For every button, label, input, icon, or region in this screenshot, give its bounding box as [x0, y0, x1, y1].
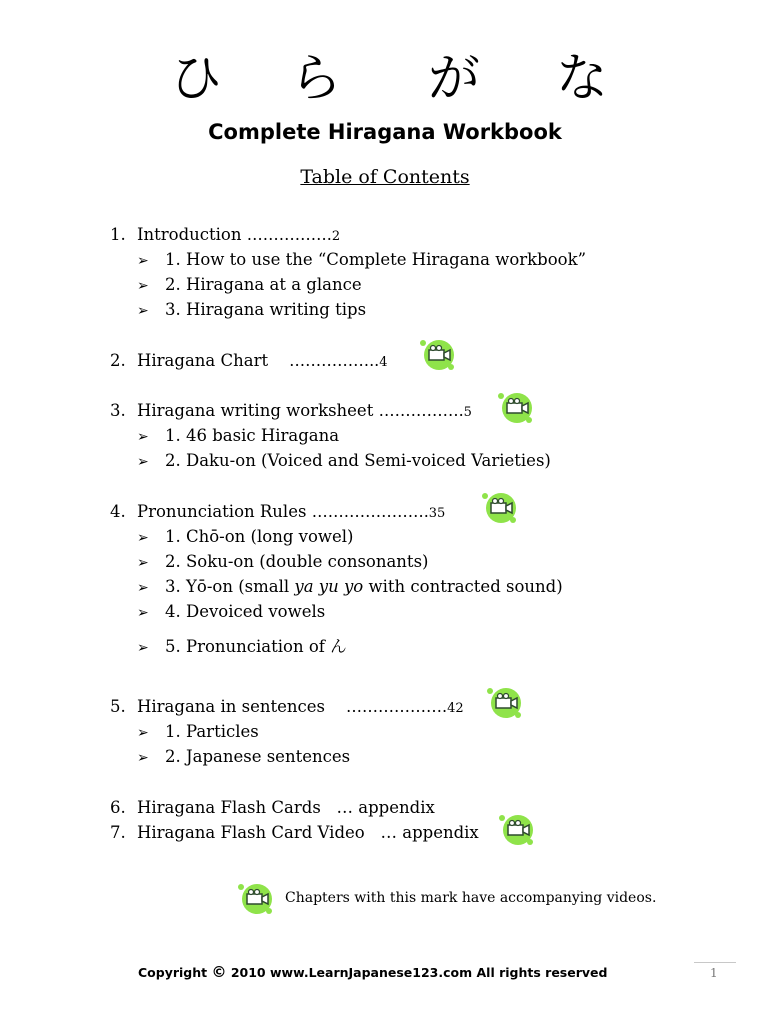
- toc-number: 5.: [110, 697, 126, 716]
- toc-label: Hiragana in sentences ……………….42: [137, 697, 464, 716]
- toc-number: 4.: [110, 502, 126, 521]
- kana-ga: が: [428, 49, 481, 109]
- video-camera-legend-icon: [236, 882, 276, 916]
- toc-page: 42: [447, 701, 464, 716]
- video-camera-icon[interactable]: [485, 686, 525, 720]
- toc-sub-item[interactable]: ➢ 2. Soku-on (double consonants): [137, 551, 428, 574]
- arrow-bullet-icon: ➢: [137, 454, 149, 470]
- toc-label: Hiragana Chart ……………..4: [137, 351, 388, 370]
- arrow-bullet-icon: ➢: [137, 605, 149, 621]
- arrow-bullet-icon: ➢: [137, 750, 149, 766]
- toc-label: Hiragana writing worksheet …………….5: [137, 401, 472, 420]
- video-camera-icon[interactable]: [418, 338, 458, 372]
- toc-number: 2.: [110, 351, 126, 370]
- toc-label: Pronunciation Rules ………………….35: [137, 502, 446, 521]
- toc-sub-item[interactable]: ➢ 3. Yō-on (small ya yu yo with contracted sound): [137, 576, 563, 599]
- toc-page: 2: [331, 229, 341, 244]
- toc-label: Hiragana Flash Cards … appendix: [137, 798, 435, 817]
- arrow-bullet-icon: ➢: [137, 555, 149, 571]
- toc-label: Introduction …………….2: [137, 225, 341, 244]
- toc-sub-item[interactable]: ➢ 4. Devoiced vowels: [137, 601, 325, 624]
- page-number-rule: [694, 962, 736, 963]
- toc-page: 4: [379, 355, 388, 370]
- copyright-symbol: ©: [211, 963, 227, 981]
- toc-number: 7.: [110, 823, 126, 842]
- kana-hi: ひ: [170, 49, 223, 109]
- arrow-bullet-icon: ➢: [137, 253, 149, 269]
- toc-sub-item[interactable]: ➢ 2. Japanese sentences: [137, 746, 350, 769]
- toc-number: 1.: [110, 225, 126, 244]
- video-camera-icon[interactable]: [497, 813, 537, 847]
- arrow-bullet-icon: ➢: [137, 580, 149, 596]
- toc-sub-item[interactable]: ➢ 1. Particles: [137, 721, 259, 744]
- toc-sub-item[interactable]: ➢ 1. How to use the “Complete Hiragana workbook”: [137, 249, 586, 272]
- arrow-bullet-icon: ➢: [137, 278, 149, 294]
- page-title: Complete Hiragana Workbook: [208, 120, 562, 144]
- arrow-bullet-icon: ➢: [137, 429, 149, 445]
- legend-text: Chapters with this mark have accompanying videos.: [285, 890, 657, 906]
- arrow-bullet-icon: ➢: [137, 725, 149, 741]
- video-camera-icon[interactable]: [496, 391, 536, 425]
- kana-na: な: [556, 49, 609, 109]
- toc-sub-item[interactable]: ➢ 5. Pronunciation of ん: [137, 636, 347, 659]
- toc-label: Hiragana Flash Card Video … appendix: [137, 823, 479, 842]
- toc-sub-item[interactable]: ➢ 2. Hiragana at a glance: [137, 274, 362, 297]
- copyright-footer: Copyright © 2010 www.LearnJapanese123.com All rights reserved: [138, 963, 608, 981]
- toc-number: 6.: [110, 798, 126, 817]
- toc-sub-item[interactable]: ➢ 1. Chō-on (long vowel): [137, 526, 354, 549]
- toc-sub-item[interactable]: ➢ 1. 46 basic Hiragana: [137, 425, 339, 448]
- arrow-bullet-icon: ➢: [137, 530, 149, 546]
- toc-page: 5: [463, 405, 472, 420]
- toc-heading: Table of Contents: [300, 166, 470, 188]
- kana-ra: ら: [290, 49, 343, 109]
- arrow-bullet-icon: ➢: [137, 303, 149, 319]
- toc-sub-item[interactable]: ➢ 3. Hiragana writing tips: [137, 299, 366, 322]
- toc-number: 3.: [110, 401, 126, 420]
- toc-page: 35: [428, 506, 446, 521]
- toc-sub-item[interactable]: ➢ 2. Daku-on (Voiced and Semi-voiced Varieties): [137, 450, 551, 473]
- video-camera-icon[interactable]: [480, 491, 520, 525]
- arrow-bullet-icon: ➢: [137, 640, 149, 656]
- page-number: 1: [710, 966, 718, 980]
- kana-title: [0, 44, 770, 114]
